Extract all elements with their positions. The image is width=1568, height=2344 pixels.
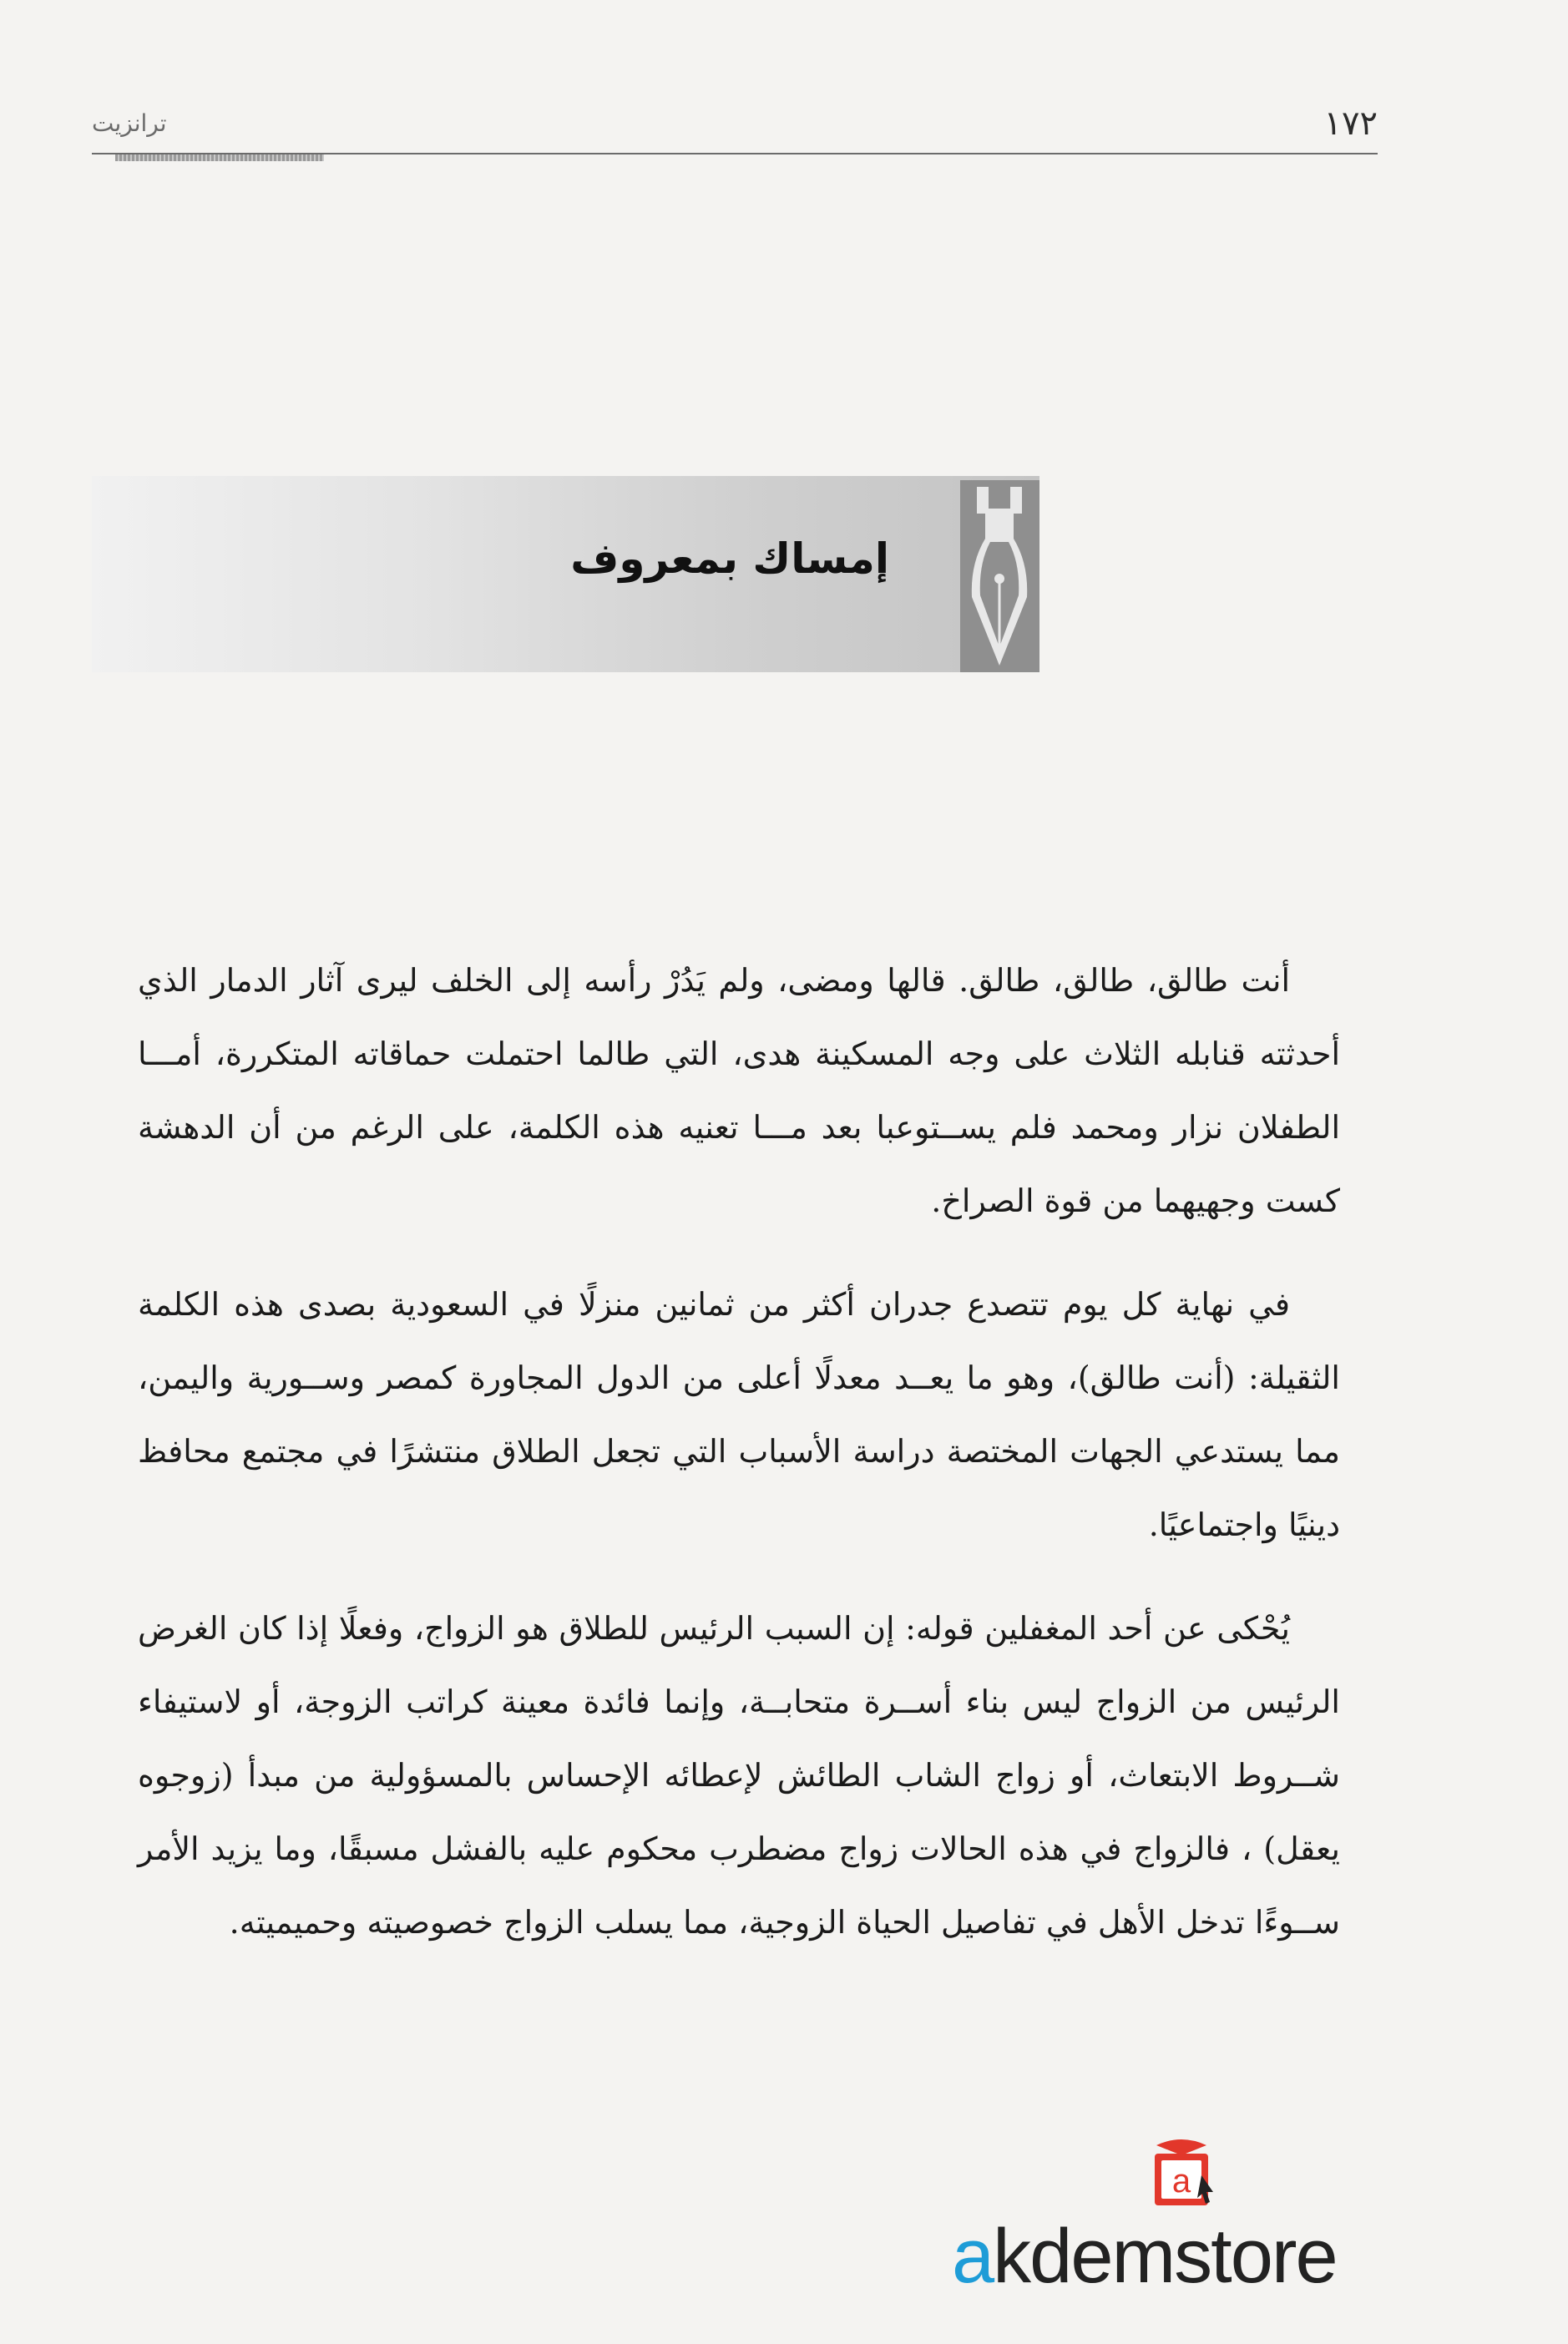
icon-letter: a [1171,2163,1191,2200]
book-cart-icon [1140,2134,1223,2214]
chapter-heading-band [92,476,1039,672]
chapter-title: إمساك بمعروف [570,534,889,583]
body-text [138,944,1340,1989]
store-watermark-logo [952,2134,1419,2301]
page-number: ١٧٢ [1323,104,1378,143]
book-title: ترانزيت [92,109,167,137]
fountain-pen-nib-icon [960,480,1039,672]
paragraph: في نهاية كل يوم تتصدع جدران أكثر من ثمانين منزلًا في السعودية بصدى هذه الكلمة الثقيلة: (أنت طالق)، وهو ما يعــد معدلًا أعلى من الدول المجاورة كمصر وســورية واليمن، مما يستدعي الجهات المختصة دراسة الأسباب التي تجعل الطلاق منتشرًا في مجتمع محافظ دينيًا واجتماعيًا. [138,1286,1340,1543]
running-header [92,104,1378,163]
store-name-accent: a [952,2214,994,2299]
store-name-rest: kdemstore [993,2214,1337,2299]
paragraph: يُحْكى عن أحد المغفلين قوله: إن السبب الرئيس للطلاق هو الزواج، وفعلًا إذا كان الغرض الرئيس من الزواج ليس بناء أســرة متحابــة، وإنما فائدة معينة كراتب الزوجة، أو لاستيفاء شــروط الابتعاث، أو زواج الشاب الطائش لإعطائه الإحساس بالمسؤولية من مبدأ (زوجوه يعقل) ، فالزواج في هذه الحالات زواج مضطرب محكوم عليه بالفشل مسبقًا، وما يزيد الأمر ســوءًا تدخل الأهل في تفاصيل الحياة الزوجية، مما يسلب الزواج خصوصيته وحميميته. [138,1610,1340,1941]
store-name [952,2213,1337,2301]
header-rule-accent [115,154,324,161]
paragraph: أنت طالق، طالق، طالق. قالها ومضى، ولم يَدُرْ رأسه إلى الخلف ليرى آثار الدمار الذي أحدثته قنابله الثلاث على وجه المسكينة هدى، التي طالما احتملت حماقاته المتكررة، أمـــا الطفلان نزار ومحمد فلم يســتوعبا بعد مـــا تعنيه هذه الكلمة، على الرغم من أن الدهشة كست وجهيهما من قوة الصراخ. [138,962,1340,1219]
